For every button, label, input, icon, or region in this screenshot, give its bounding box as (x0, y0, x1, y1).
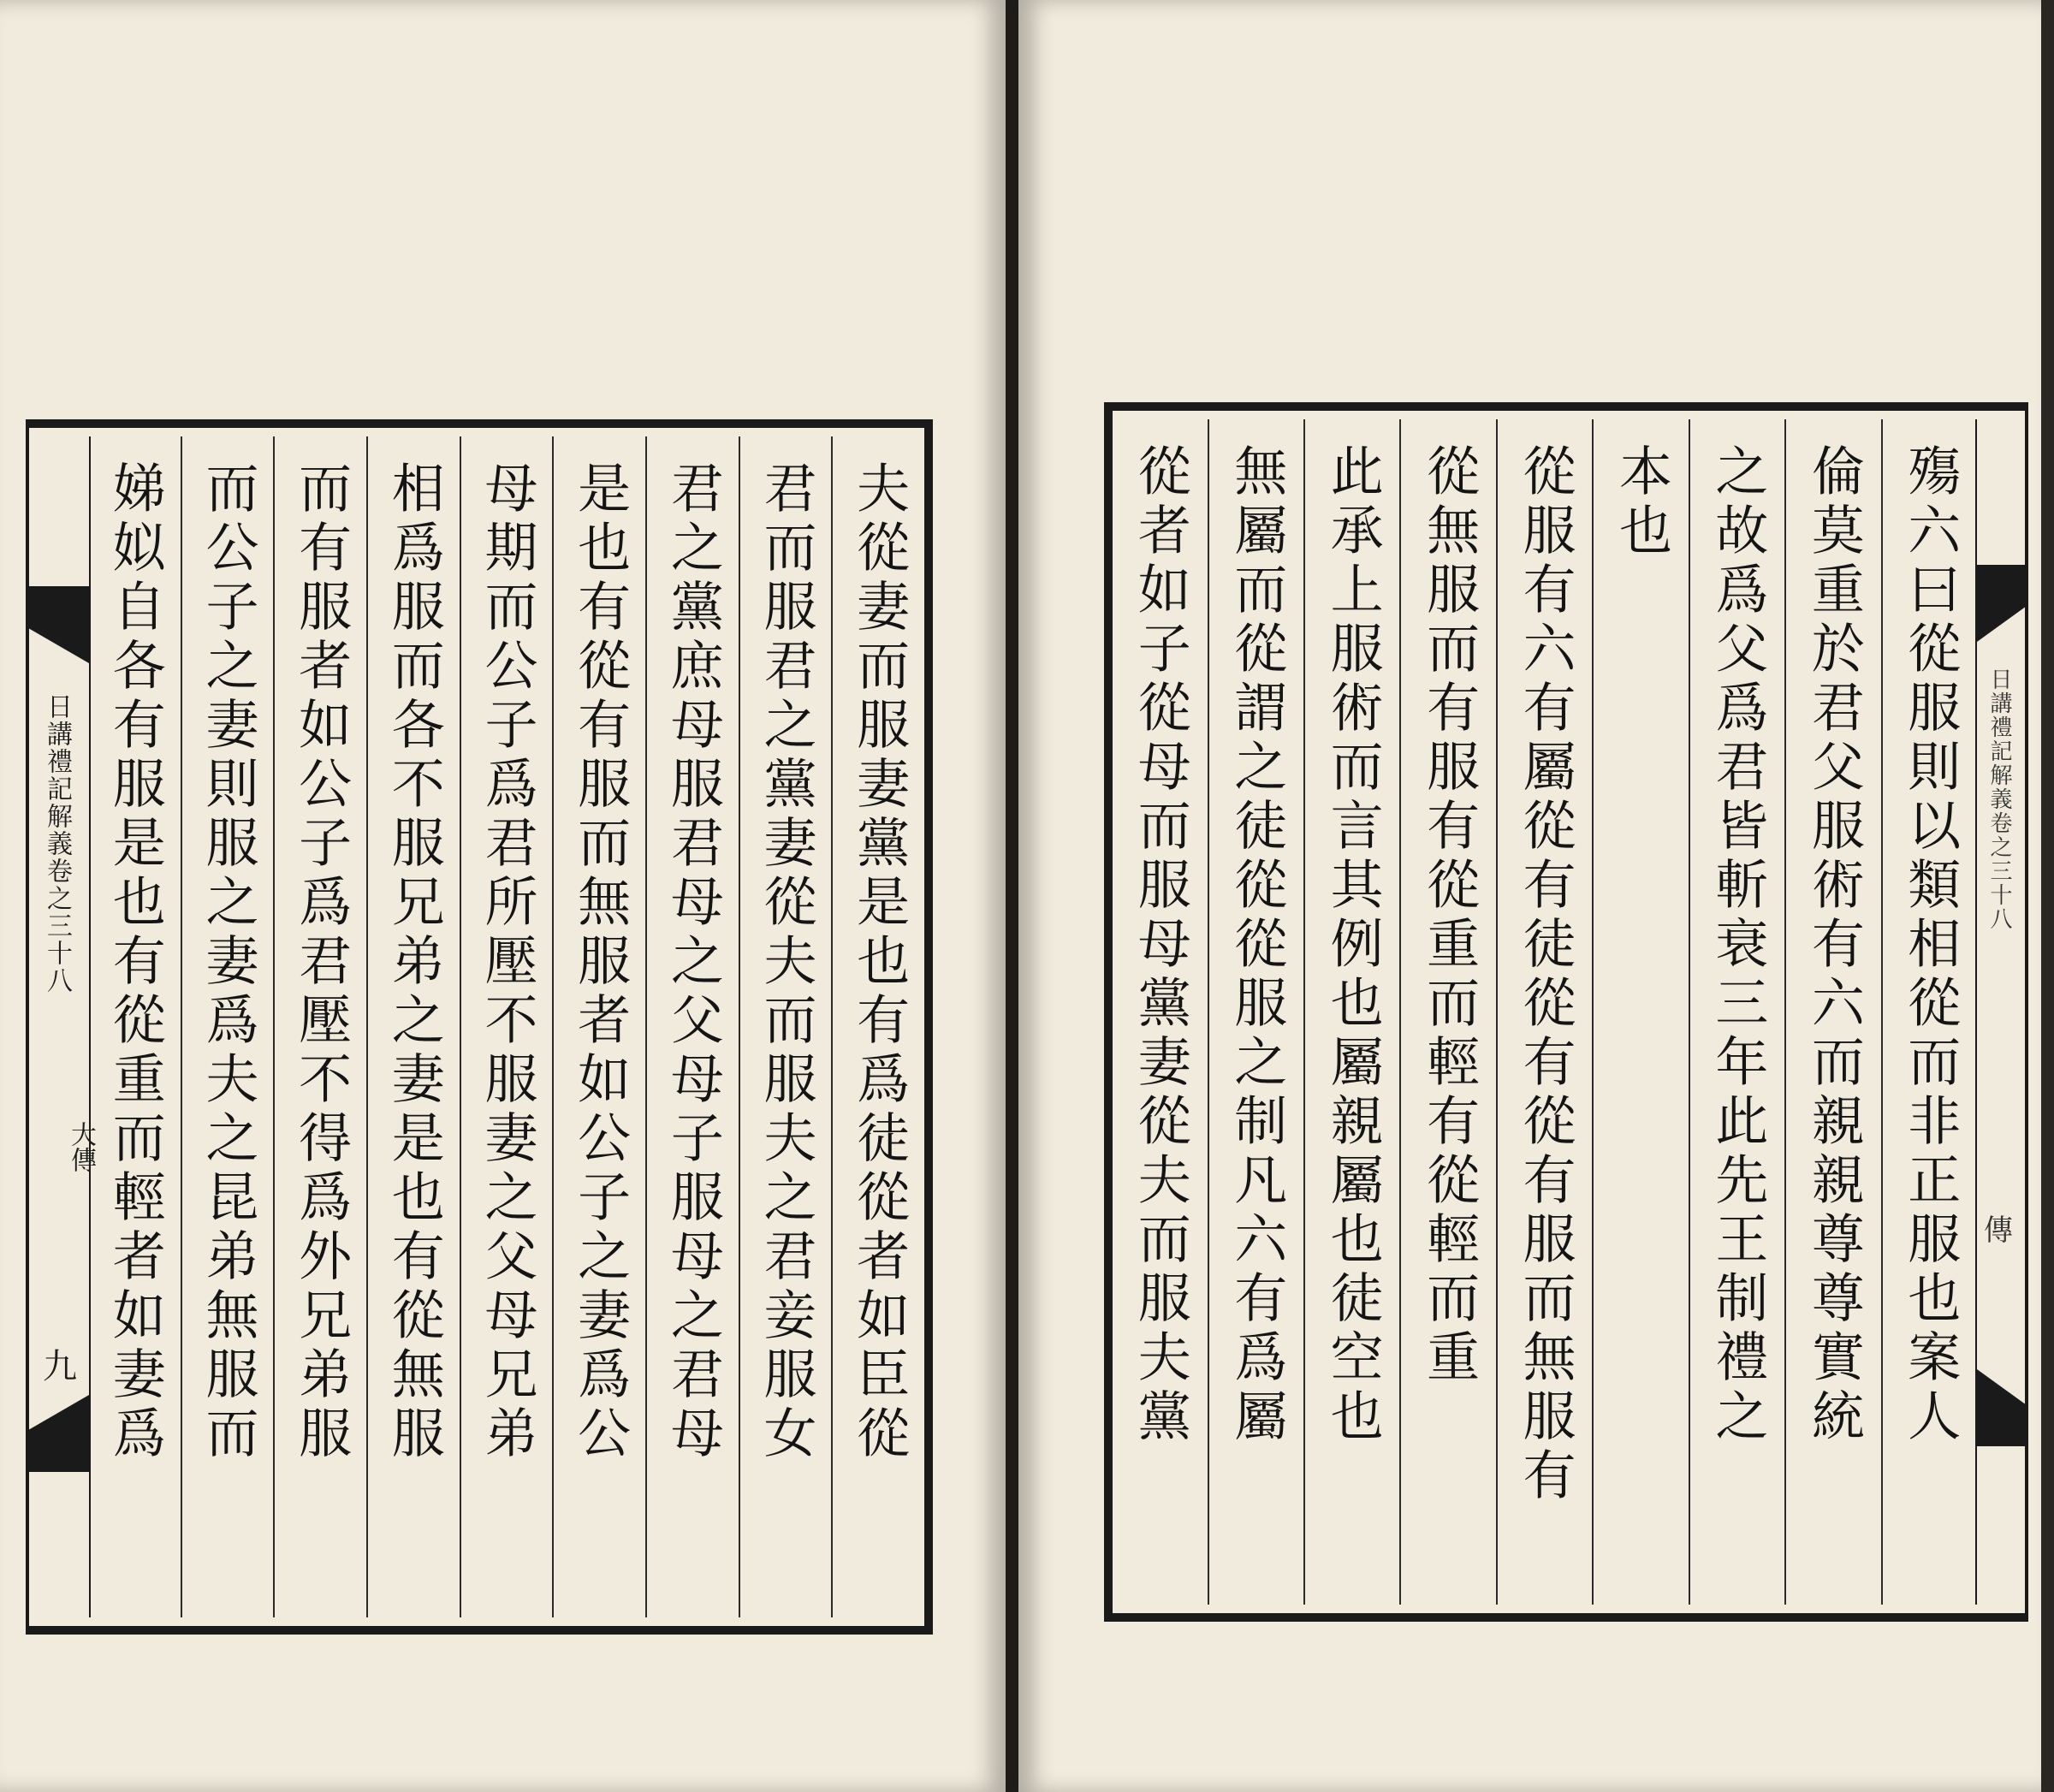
text-column (460, 436, 553, 1617)
column-text: 從者如子從母而服母黨妻從夫而服夫黨 (1129, 443, 1192, 1447)
column-text: 此承上服術而言其例也屬親屬也徒空也 (1321, 443, 1385, 1447)
text-column (739, 436, 832, 1617)
column-text: 無屬而從謂之徒從從服之制凡六有爲屬 (1225, 443, 1288, 1447)
right-fold-mark: 傳 (1984, 1213, 2013, 1248)
text-column (1399, 419, 1495, 1605)
left-fold-strip (29, 436, 96, 1617)
column-text: 相爲服而各不服兄弟之妻是也有從無服 (383, 460, 446, 1464)
left-fold-page-number: 九 (43, 1347, 77, 1386)
right-text-columns (1113, 419, 1977, 1605)
column-text: 母期而公子爲君所壓不服妻之父母兄弟 (475, 460, 538, 1464)
text-column (1113, 419, 1207, 1605)
page-edge (2041, 0, 2054, 1792)
text-column (181, 436, 274, 1617)
lower-fish-tail-mark (1977, 1369, 2025, 1446)
text-column (366, 436, 460, 1617)
column-text: 而公子之妻則服之妻爲夫之昆弟無服而 (196, 460, 259, 1464)
left-text-columns (89, 436, 924, 1617)
column-text: 從服有六有屬從有徒從有從有服而無服有 (1514, 443, 1577, 1506)
right-fold-title: 日講禮記解義卷之三十八 (1986, 668, 2012, 931)
column-text: 殤六曰從服則以類相從而非正服也案人 (1898, 443, 1962, 1447)
column-text: 夫從妻而服妻黨是也有爲徒從者如臣從 (847, 460, 911, 1464)
text-column (1496, 419, 1592, 1605)
text-column (1881, 419, 1977, 1605)
column-text: 娣姒自各有服是也有從重而輕者如妻爲 (104, 460, 167, 1464)
column-text: 本也 (1610, 443, 1673, 561)
text-column (831, 436, 924, 1617)
right-page (1018, 0, 2041, 1792)
text-column (1689, 419, 1784, 1605)
text-column (552, 436, 645, 1617)
text-column (273, 436, 366, 1617)
column-text: 而有服者如公子爲君壓不得爲外兄弟服 (289, 460, 353, 1464)
column-text: 倫莫重於君父服術有六而親親尊尊實統 (1802, 443, 1866, 1447)
text-column (1784, 419, 1880, 1605)
column-text: 之故爲父爲君皆斬衰三年此先王制禮之 (1706, 443, 1769, 1447)
left-text-frame (26, 419, 933, 1635)
column-text: 從無服而有服有從重而輕有從輕而重 (1417, 443, 1481, 1388)
right-text-frame (1104, 402, 2028, 1622)
column-text: 君而服君之黨妻從夫而服夫之君妾服女 (754, 460, 817, 1464)
text-column (1208, 419, 1303, 1605)
left-fold-chapter: 大傳 (66, 1121, 96, 1172)
column-text: 是也有從有服而無服者如公子之妻爲公 (568, 460, 632, 1464)
book-gutter (1006, 0, 1018, 1792)
upper-fish-tail-mark (1977, 565, 2025, 642)
left-page (0, 0, 1006, 1792)
text-column (645, 436, 739, 1617)
right-fold-strip (1975, 419, 2025, 1605)
column-text: 君之黨庶母服君母之父母子服母之君母 (662, 460, 725, 1464)
text-column (1592, 419, 1688, 1605)
text-column (1303, 419, 1399, 1605)
upper-fish-tail-mark (29, 586, 89, 663)
left-fold-title: 日講禮記解義卷之三十八 (42, 693, 72, 994)
text-column (89, 436, 181, 1617)
lower-fish-tail-mark (29, 1395, 89, 1472)
